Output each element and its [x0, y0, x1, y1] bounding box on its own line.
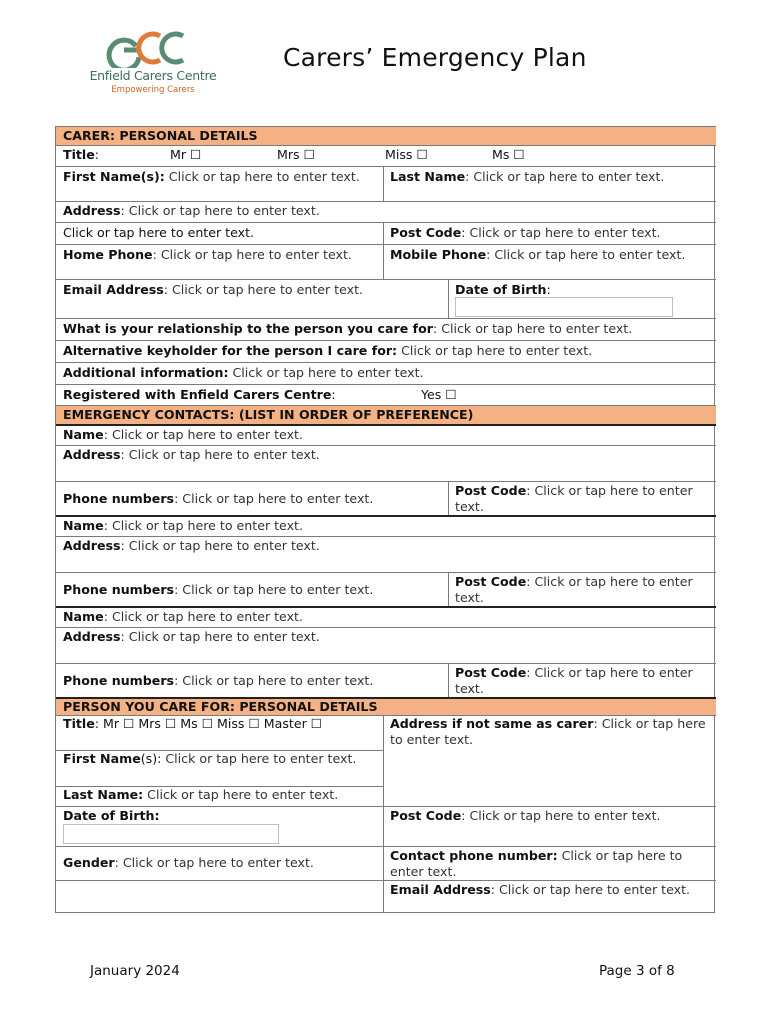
emergency-plan-form	[55, 126, 715, 913]
cared-last-name-field[interactable]: Last Name: Click or tap here to enter text.	[63, 787, 339, 802]
contact-2-postcode-field[interactable]: Post Code: Click or tap here to enter text.	[455, 574, 693, 605]
document-title: Carers’ Emergency Plan	[283, 43, 587, 72]
cared-dob-input[interactable]	[63, 824, 279, 844]
contact-2-name-row[interactable]: Name: Click or tap here to enter text.	[56, 515, 716, 536]
contact-1-address-row[interactable]: Address: Click or tap here to enter text.	[56, 445, 716, 481]
carer-email-row	[56, 279, 716, 318]
relationship-row[interactable]: What is your relationship to the person you care for: Click or tap here to enter text.	[56, 318, 716, 340]
checkbox-mrs[interactable]: Mrs ☐	[277, 147, 315, 162]
carer-dob-input[interactable]	[455, 297, 673, 317]
contact-1-phone-field[interactable]: Phone numbers: Click or tap here to enter text.	[63, 491, 374, 506]
cared-first-name-field[interactable]: First Name(s): Click or tap here to enter text.	[63, 751, 357, 766]
contacts-section-header: EMERGENCY CONTACTS: (LIST IN ORDER OF PREFERENCE)	[56, 405, 716, 424]
checkbox-ms[interactable]: Ms ☐	[492, 147, 525, 162]
ecc-logo-icon	[88, 28, 218, 68]
contact-1-phone-row	[56, 481, 716, 516]
footer-date: January 2024	[90, 963, 180, 979]
contact-3-address-row[interactable]: Address: Click or tap here to enter text.	[56, 627, 716, 663]
checkbox-mr[interactable]: Mr ☐	[170, 147, 202, 162]
cared-title-field[interactable]: Title: Mr ☐ Mrs ☐ Ms ☐ Miss ☐ Master ☐	[63, 716, 323, 731]
logo	[88, 28, 218, 100]
cared-postcode-field[interactable]: Post Code: Click or tap here to enter text.	[390, 808, 661, 823]
contact-2-address-row[interactable]: Address: Click or tap here to enter text.	[56, 536, 716, 572]
contact-2-phone-field[interactable]: Phone numbers: Click or tap here to enter text.	[63, 582, 374, 597]
checkbox-miss[interactable]: Miss ☐	[385, 147, 428, 162]
email-field[interactable]: Email Address: Click or tap here to enter text.	[63, 282, 364, 297]
contact-3-name-row[interactable]: Name: Click or tap here to enter text.	[56, 606, 716, 627]
home-phone-field[interactable]: Home Phone: Click or tap here to enter text.	[63, 247, 352, 262]
cared-dob-row	[56, 806, 716, 846]
cared-gender-row	[56, 846, 716, 880]
mobile-phone-field[interactable]: Mobile Phone: Click or tap here to enter text.	[390, 247, 686, 262]
first-name-field[interactable]: First Name(s): Click or tap here to enter text.	[63, 169, 360, 184]
registered-label: Registered with Enfield Carers Centre	[63, 387, 332, 402]
additional-info-row[interactable]: Additional information: Click or tap here to enter text.	[56, 362, 716, 384]
cared-section-header: PERSON YOU CARE FOR: PERSONAL DETAILS	[56, 697, 716, 715]
carer-names-row	[56, 166, 716, 201]
registered-row: Registered with Enfield Carers Centre: Yes ☐	[56, 384, 716, 405]
carer-title-label: Title	[63, 147, 95, 162]
carer-postcode-field[interactable]: Post Code: Click or tap here to enter text.	[390, 225, 661, 240]
address-line2-field[interactable]: Click or tap here to enter text.	[63, 225, 255, 240]
carer-dob-field: Date of Birth:	[455, 282, 551, 297]
footer-page-number: Page 3 of 8	[599, 963, 675, 979]
carer-address2-row	[56, 222, 716, 244]
contact-3-postcode-field[interactable]: Post Code: Click or tap here to enter text.	[455, 665, 693, 696]
logo-tagline: Empowering Carers	[111, 85, 195, 95]
cared-top-block	[56, 715, 716, 806]
contact-3-phone-row	[56, 663, 716, 698]
cared-gender-field[interactable]: Gender: Click or tap here to enter text.	[63, 855, 314, 870]
carer-title-row: Title: Mr ☐ Mrs ☐ Miss ☐ Ms ☐	[56, 145, 716, 166]
carer-section-header: CARER: PERSONAL DETAILS	[56, 126, 716, 145]
contact-1-postcode-field[interactable]: Post Code: Click or tap here to enter text.	[455, 483, 693, 514]
contact-2-phone-row	[56, 572, 716, 607]
carer-phones-row	[56, 244, 716, 279]
cared-email-row	[56, 880, 716, 913]
checkbox-registered-yes[interactable]: Yes ☐	[421, 387, 457, 402]
cared-email-field[interactable]: Email Address: Click or tap here to enter text.	[390, 882, 691, 897]
keyholder-row[interactable]: Alternative keyholder for the person I care for: Click or tap here to enter text.	[56, 340, 716, 362]
contact-1-name-row[interactable]: Name: Click or tap here to enter text.	[56, 424, 716, 445]
carer-address-row[interactable]: Address: Click or tap here to enter text.	[56, 201, 716, 222]
logo-name: Enfield Carers Centre	[89, 68, 217, 83]
contact-3-phone-field[interactable]: Phone numbers: Click or tap here to enter text.	[63, 673, 374, 688]
cared-contact-phone-field[interactable]: Contact phone number: Click or tap here to enter text.	[390, 848, 683, 879]
last-name-field[interactable]: Last Name: Click or tap here to enter text.	[390, 169, 665, 184]
cared-address-field[interactable]: Address if not same as carer: Click or tap here to enter text.	[390, 716, 706, 747]
cared-dob-field: Date of Birth:	[63, 808, 160, 823]
